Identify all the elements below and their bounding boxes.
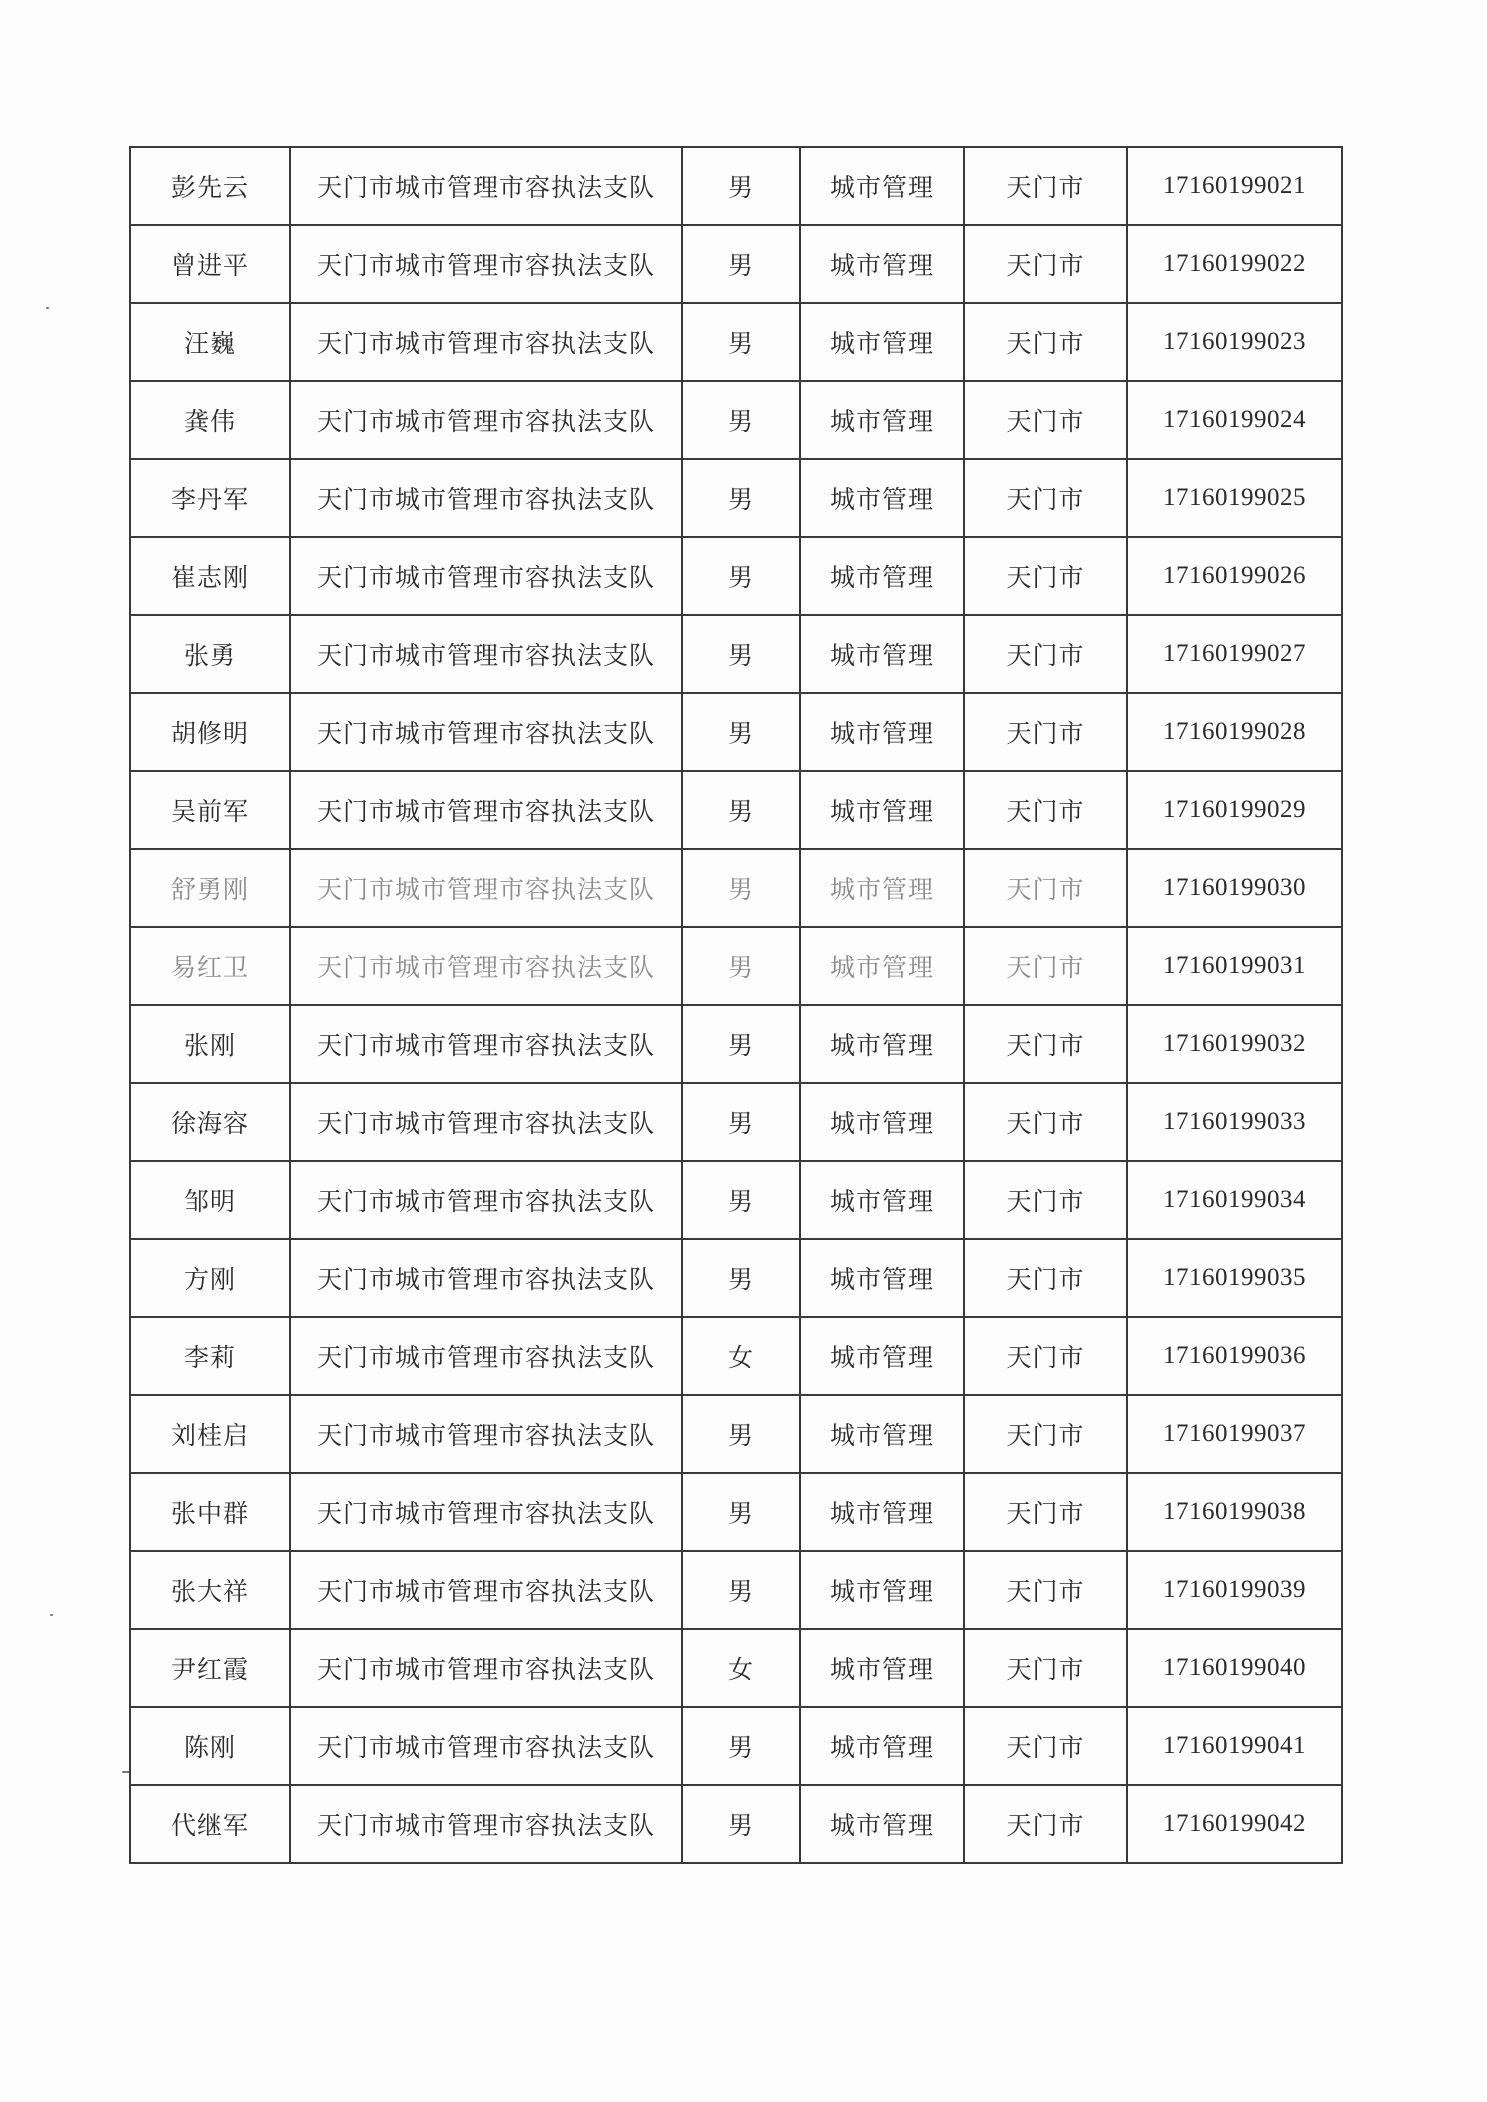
unit-cell: 天门市城市管理市容执法支队 [290,849,682,927]
city-cell: 天门市 [964,693,1127,771]
table-row [130,1551,1342,1629]
exam-number-cell: 17160199030 [1127,849,1342,927]
field-cell: 城市管理 [800,459,964,537]
name-cell: 张大祥 [130,1551,290,1629]
exam-number-cell: 17160199039 [1127,1551,1342,1629]
city-cell: 天门市 [964,1005,1127,1083]
field-cell: 城市管理 [800,537,964,615]
exam-number-cell: 17160199026 [1127,537,1342,615]
gender-cell: 女 [682,1629,800,1707]
exam-number-cell: 17160199031 [1127,927,1342,1005]
name-cell: 徐海容 [130,1083,290,1161]
exam-number-cell: 17160199037 [1127,1395,1342,1473]
table-row [130,1785,1342,1863]
name-cell: 代继军 [130,1785,290,1863]
exam-number-cell: 17160199029 [1127,771,1342,849]
exam-number-cell: 17160199041 [1127,1707,1342,1785]
city-cell: 天门市 [964,147,1127,225]
city-cell: 天门市 [964,1785,1127,1863]
table-row [130,303,1342,381]
field-cell: 城市管理 [800,1005,964,1083]
field-cell: 城市管理 [800,1161,964,1239]
unit-cell: 天门市城市管理市容执法支队 [290,1239,682,1317]
unit-cell: 天门市城市管理市容执法支队 [290,615,682,693]
exam-number-cell: 17160199025 [1127,459,1342,537]
table-row [130,849,1342,927]
table-row [130,225,1342,303]
field-cell: 城市管理 [800,1551,964,1629]
field-cell: 城市管理 [800,615,964,693]
table-row [130,1083,1342,1161]
table-row [130,615,1342,693]
name-cell: 张勇 [130,615,290,693]
name-cell: 龚伟 [130,381,290,459]
exam-number-cell: 17160199027 [1127,615,1342,693]
gender-cell: 男 [682,1161,800,1239]
exam-number-cell: 17160199033 [1127,1083,1342,1161]
field-cell: 城市管理 [800,1395,964,1473]
unit-cell: 天门市城市管理市容执法支队 [290,1473,682,1551]
field-cell: 城市管理 [800,1785,964,1863]
table-row [130,459,1342,537]
gender-cell: 男 [682,225,800,303]
gender-cell: 男 [682,1551,800,1629]
gender-cell: 男 [682,1473,800,1551]
gender-cell: 女 [682,1317,800,1395]
gender-cell: 男 [682,1239,800,1317]
table-row [130,147,1342,225]
field-cell: 城市管理 [800,381,964,459]
city-cell: 天门市 [964,1161,1127,1239]
unit-cell: 天门市城市管理市容执法支队 [290,927,682,1005]
unit-cell: 天门市城市管理市容执法支队 [290,1551,682,1629]
gender-cell: 男 [682,1083,800,1161]
city-cell: 天门市 [964,1395,1127,1473]
name-cell: 崔志刚 [130,537,290,615]
unit-cell: 天门市城市管理市容执法支队 [290,1005,682,1083]
gender-cell: 男 [682,537,800,615]
city-cell: 天门市 [964,1707,1127,1785]
scan-speck [46,307,49,309]
gender-cell: 男 [682,927,800,1005]
gender-cell: 男 [682,1707,800,1785]
exam-number-cell: 17160199021 [1127,147,1342,225]
name-cell: 舒勇刚 [130,849,290,927]
name-cell: 胡修明 [130,693,290,771]
exam-number-cell: 17160199036 [1127,1317,1342,1395]
exam-number-cell: 17160199038 [1127,1473,1342,1551]
unit-cell: 天门市城市管理市容执法支队 [290,1317,682,1395]
name-cell: 张中群 [130,1473,290,1551]
gender-cell: 男 [682,381,800,459]
gender-cell: 男 [682,615,800,693]
name-cell: 吴前军 [130,771,290,849]
exam-number-cell: 17160199024 [1127,381,1342,459]
gender-cell: 男 [682,849,800,927]
name-cell: 彭先云 [130,147,290,225]
table-row [130,927,1342,1005]
city-cell: 天门市 [964,381,1127,459]
unit-cell: 天门市城市管理市容执法支队 [290,1395,682,1473]
table-row [130,1317,1342,1395]
name-cell: 李莉 [130,1317,290,1395]
name-cell: 陈刚 [130,1707,290,1785]
field-cell: 城市管理 [800,849,964,927]
city-cell: 天门市 [964,927,1127,1005]
gender-cell: 男 [682,303,800,381]
city-cell: 天门市 [964,1629,1127,1707]
table-row [130,1239,1342,1317]
exam-number-cell: 17160199032 [1127,1005,1342,1083]
field-cell: 城市管理 [800,927,964,1005]
city-cell: 天门市 [964,1317,1127,1395]
unit-cell: 天门市城市管理市容执法支队 [290,1629,682,1707]
name-cell: 汪巍 [130,303,290,381]
table-row [130,1005,1342,1083]
field-cell: 城市管理 [800,771,964,849]
gender-cell: 男 [682,147,800,225]
exam-number-cell: 17160199040 [1127,1629,1342,1707]
city-cell: 天门市 [964,1239,1127,1317]
exam-number-cell: 17160199042 [1127,1785,1342,1863]
table-row [130,537,1342,615]
gender-cell: 男 [682,1785,800,1863]
exam-number-cell: 17160199028 [1127,693,1342,771]
field-cell: 城市管理 [800,303,964,381]
field-cell: 城市管理 [800,1239,964,1317]
gender-cell: 男 [682,693,800,771]
gender-cell: 男 [682,1005,800,1083]
unit-cell: 天门市城市管理市容执法支队 [290,1707,682,1785]
name-cell: 邹明 [130,1161,290,1239]
roster-body [130,147,1342,1863]
table-row [130,693,1342,771]
field-cell: 城市管理 [800,1317,964,1395]
gender-cell: 男 [682,1395,800,1473]
unit-cell: 天门市城市管理市容执法支队 [290,381,682,459]
city-cell: 天门市 [964,459,1127,537]
unit-cell: 天门市城市管理市容执法支队 [290,459,682,537]
city-cell: 天门市 [964,1473,1127,1551]
table-row [130,1473,1342,1551]
unit-cell: 天门市城市管理市容执法支队 [290,771,682,849]
city-cell: 天门市 [964,1551,1127,1629]
unit-cell: 天门市城市管理市容执法支队 [290,303,682,381]
roster-table [129,146,1343,1864]
city-cell: 天门市 [964,303,1127,381]
city-cell: 天门市 [964,225,1127,303]
name-cell: 方刚 [130,1239,290,1317]
table-row [130,381,1342,459]
unit-cell: 天门市城市管理市容执法支队 [290,225,682,303]
table-row [130,771,1342,849]
table-row [130,1395,1342,1473]
table-row [130,1707,1342,1785]
field-cell: 城市管理 [800,225,964,303]
name-cell: 易红卫 [130,927,290,1005]
name-cell: 尹红霞 [130,1629,290,1707]
name-cell: 刘桂启 [130,1395,290,1473]
exam-number-cell: 17160199022 [1127,225,1342,303]
city-cell: 天门市 [964,537,1127,615]
unit-cell: 天门市城市管理市容执法支队 [290,1785,682,1863]
scan-speck [50,1614,53,1616]
unit-cell: 天门市城市管理市容执法支队 [290,1083,682,1161]
unit-cell: 天门市城市管理市容执法支队 [290,537,682,615]
table-row [130,1161,1342,1239]
exam-number-cell: 17160199023 [1127,303,1342,381]
field-cell: 城市管理 [800,1707,964,1785]
exam-number-cell: 17160199035 [1127,1239,1342,1317]
field-cell: 城市管理 [800,693,964,771]
field-cell: 城市管理 [800,1083,964,1161]
city-cell: 天门市 [964,615,1127,693]
city-cell: 天门市 [964,771,1127,849]
name-cell: 李丹军 [130,459,290,537]
field-cell: 城市管理 [800,147,964,225]
name-cell: 张刚 [130,1005,290,1083]
gender-cell: 男 [682,771,800,849]
field-cell: 城市管理 [800,1473,964,1551]
gender-cell: 男 [682,459,800,537]
table-row [130,1629,1342,1707]
city-cell: 天门市 [964,849,1127,927]
unit-cell: 天门市城市管理市容执法支队 [290,147,682,225]
name-cell: 曾进平 [130,225,290,303]
exam-number-cell: 17160199034 [1127,1161,1342,1239]
field-cell: 城市管理 [800,1629,964,1707]
unit-cell: 天门市城市管理市容执法支队 [290,693,682,771]
unit-cell: 天门市城市管理市容执法支队 [290,1161,682,1239]
city-cell: 天门市 [964,1083,1127,1161]
